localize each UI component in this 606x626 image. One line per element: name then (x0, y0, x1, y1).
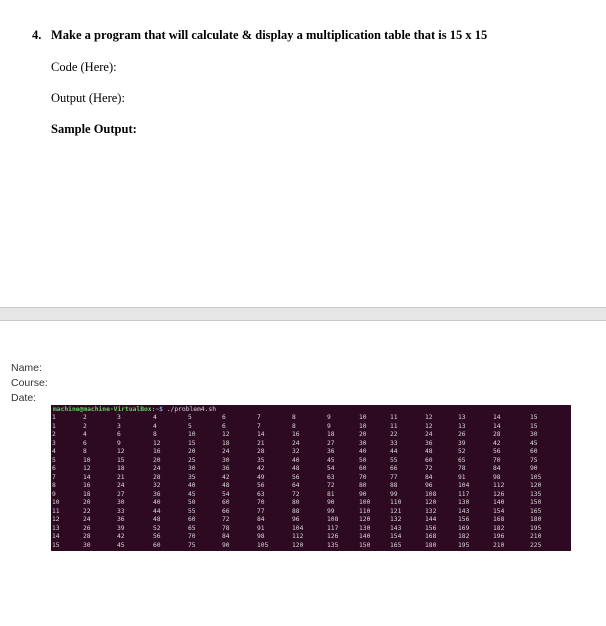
terminal-cell: 30 (188, 465, 196, 472)
terminal-cell: 60 (153, 541, 161, 549)
terminal-cell: 6 (222, 422, 226, 430)
terminal-cell: 72 (425, 465, 433, 472)
terminal-cell: 4 (83, 431, 87, 438)
course-label: Course: (11, 377, 48, 389)
terminal-cell: 48 (292, 465, 300, 472)
terminal-cell: 98 (257, 533, 265, 540)
question-title (32, 28, 487, 43)
terminal-cell: 8 (153, 431, 157, 438)
terminal-cell: 45 (530, 439, 538, 447)
terminal-cell: 36 (222, 465, 230, 472)
terminal-cell: 54 (222, 490, 230, 498)
terminal-cell: 165 (530, 507, 542, 515)
terminal-cell: 12 (425, 422, 433, 430)
terminal-cell: 14 (493, 414, 501, 421)
terminal-cell: 84 (425, 473, 433, 481)
terminal-cell: 15 (188, 439, 196, 447)
terminal-cell: 150 (359, 541, 371, 549)
terminal-cell: 10 (52, 499, 60, 506)
terminal-cell: 11 (390, 414, 398, 421)
terminal-cell: 182 (458, 533, 470, 540)
terminal-cell: 8 (52, 482, 56, 489)
terminal-cell: 90 (222, 541, 230, 549)
terminal-cell: 12 (117, 448, 125, 455)
terminal-cell: 10 (359, 422, 367, 430)
prompt-path: :~$ (151, 406, 163, 413)
terminal-cell: 98 (493, 473, 501, 481)
terminal-cell: 24 (292, 439, 300, 447)
terminal-cell: 225 (530, 541, 542, 549)
terminal-cell: 90 (359, 490, 367, 498)
page-break (0, 307, 606, 321)
terminal-cell: 40 (188, 482, 196, 489)
terminal-cell: 63 (327, 473, 335, 481)
terminal-cell: 20 (83, 499, 91, 506)
terminal-cell: 42 (257, 465, 265, 472)
terminal-prompt (53, 406, 216, 414)
terminal-cell: 28 (153, 473, 161, 481)
terminal-cell: 75 (188, 541, 196, 549)
terminal-cell: 18 (327, 431, 335, 438)
terminal-cell: 24 (153, 465, 161, 472)
terminal-cell: 15 (52, 541, 60, 549)
terminal-cell: 50 (188, 499, 196, 506)
terminal-cell: 14 (83, 473, 91, 481)
terminal-cell: 35 (257, 456, 265, 464)
terminal-cell: 15 (117, 456, 125, 464)
terminal-cell: 12 (52, 516, 60, 523)
terminal-cell: 180 (530, 516, 542, 523)
terminal-cell: 20 (359, 431, 367, 438)
terminal-cell: 42 (222, 473, 230, 481)
terminal-cell: 48 (425, 448, 433, 455)
terminal-cell: 117 (458, 490, 470, 498)
terminal-cell: 80 (292, 499, 300, 506)
terminal-cell: 39 (458, 439, 466, 447)
terminal-cell: 11 (390, 422, 398, 430)
terminal-cell: 96 (292, 516, 300, 523)
terminal-cell: 60 (222, 499, 230, 506)
terminal-cell: 99 (390, 490, 398, 498)
terminal-cell: 39 (117, 524, 125, 532)
terminal-cell: 32 (292, 448, 300, 455)
prompt-command: ./problem4.sh (162, 406, 217, 413)
terminal-screenshot (51, 405, 571, 551)
terminal-cell: 44 (390, 448, 398, 455)
terminal-cell: 132 (425, 507, 437, 515)
terminal-cell: 4 (52, 448, 56, 455)
terminal-cell: 60 (530, 448, 538, 455)
terminal-cell: 36 (425, 439, 433, 447)
terminal-cell: 70 (493, 456, 501, 464)
question-number: 4. (32, 28, 42, 42)
terminal-cell: 13 (52, 524, 60, 532)
terminal-cell: 156 (458, 516, 470, 523)
terminal-cell: 22 (390, 431, 398, 438)
terminal-cell: 180 (425, 541, 437, 549)
terminal-cell: 44 (153, 507, 161, 515)
terminal-cell: 120 (425, 499, 437, 506)
terminal-cell: 90 (530, 465, 538, 472)
terminal-cell: 24 (83, 516, 91, 523)
terminal-cell: 196 (493, 533, 505, 540)
question-text: Make a program that will calculate & display a multiplication table that is 15 x 15 (51, 28, 488, 42)
terminal-cell: 169 (458, 524, 470, 532)
terminal-cell: 14 (52, 533, 60, 540)
terminal-cell: 78 (458, 465, 466, 472)
terminal-cell: 91 (458, 473, 466, 481)
terminal-cell: 112 (493, 482, 505, 489)
terminal-cell: 77 (257, 507, 265, 515)
terminal-cell: 28 (83, 533, 91, 540)
terminal-cell: 78 (222, 524, 230, 532)
terminal-cell: 4 (153, 422, 157, 430)
terminal-cell: 104 (458, 482, 470, 489)
terminal-cell: 80 (359, 482, 367, 489)
terminal-cell: 105 (530, 473, 542, 481)
terminal-cell: 27 (327, 439, 335, 447)
terminal-cell: 36 (117, 516, 125, 523)
date-label: Date: (11, 392, 37, 404)
terminal-cell: 14 (257, 431, 265, 438)
terminal-cell: 140 (493, 499, 505, 506)
terminal-cell: 6 (222, 414, 226, 421)
terminal-cell: 9 (117, 439, 121, 447)
terminal-cell: 40 (292, 456, 300, 464)
terminal-cell: 6 (117, 431, 121, 438)
terminal-cell: 10 (188, 431, 196, 438)
terminal-cell: 130 (458, 499, 470, 506)
terminal-cell: 9 (52, 490, 56, 498)
terminal-cell: 70 (359, 473, 367, 481)
terminal-cell: 21 (257, 439, 265, 447)
terminal-cell: 70 (257, 499, 265, 506)
terminal-cell: 24 (222, 448, 230, 455)
terminal-cell: 8 (292, 414, 296, 421)
code-label: Code (Here): (51, 60, 117, 74)
terminal-cell: 50 (359, 456, 367, 464)
terminal-cell: 60 (425, 456, 433, 464)
terminal-cell: 56 (493, 448, 501, 455)
terminal-cell: 132 (390, 516, 402, 523)
terminal-cell: 195 (458, 541, 470, 549)
terminal-cell: 120 (530, 482, 542, 489)
terminal-cell: 15 (530, 422, 538, 430)
terminal-cell: 3 (52, 439, 56, 447)
terminal-cell: 10 (83, 456, 91, 464)
name-label: Name: (11, 362, 42, 374)
terminal-cell: 14 (493, 422, 501, 430)
terminal-cell: 72 (292, 490, 300, 498)
terminal-cell: 143 (458, 507, 470, 515)
terminal-cell: 28 (493, 431, 501, 438)
terminal-cell: 52 (153, 524, 161, 532)
terminal-cell: 35 (188, 473, 196, 481)
terminal-cell: 45 (327, 456, 335, 464)
terminal-cell: 24 (117, 482, 125, 489)
terminal-cell: 10 (359, 414, 367, 421)
sample-output-label: Sample Output: (51, 122, 137, 136)
terminal-cell: 16 (292, 431, 300, 438)
terminal-cell: 45 (188, 490, 196, 498)
terminal-cell: 24 (425, 431, 433, 438)
terminal-cell: 112 (292, 533, 304, 540)
terminal-cell: 84 (493, 465, 501, 472)
prompt-user: machine@machine-VirtualBox (53, 406, 152, 413)
terminal-cell: 72 (222, 516, 230, 523)
terminal-cell: 144 (425, 516, 437, 523)
terminal-cell: 110 (390, 499, 402, 506)
terminal-cell: 28 (257, 448, 265, 455)
terminal-cell: 105 (257, 541, 269, 549)
terminal-cell: 5 (188, 422, 192, 430)
terminal-cell: 36 (327, 448, 335, 455)
terminal-cell: 165 (390, 541, 402, 549)
terminal-cell: 88 (390, 482, 398, 489)
terminal-cell: 13 (458, 422, 466, 430)
terminal-cell: 20 (188, 448, 196, 455)
terminal-cell: 182 (493, 524, 505, 532)
terminal-cell: 54 (327, 465, 335, 472)
terminal-cell: 55 (188, 507, 196, 515)
terminal-cell: 9 (327, 414, 331, 421)
terminal-cell: 30 (359, 439, 367, 447)
terminal-cell: 5 (52, 456, 56, 464)
terminal-cell: 30 (530, 431, 538, 438)
terminal-cell: 12 (153, 439, 161, 447)
terminal-cell: 30 (222, 456, 230, 464)
terminal-cell: 22 (83, 507, 91, 515)
terminal-cell: 140 (359, 533, 371, 540)
terminal-cell: 60 (359, 465, 367, 472)
terminal-cell: 32 (153, 482, 161, 489)
terminal-cell: 72 (327, 482, 335, 489)
terminal-cell: 81 (327, 490, 335, 498)
terminal-cell: 126 (327, 533, 339, 540)
terminal-cell: 2 (83, 422, 87, 430)
terminal-cell: 168 (425, 533, 437, 540)
terminal-cell: 56 (292, 473, 300, 481)
terminal-cell: 77 (390, 473, 398, 481)
terminal-cell: 56 (153, 533, 161, 540)
terminal-cell: 12 (83, 465, 91, 472)
terminal-cell: 210 (493, 541, 505, 549)
terminal-cell: 16 (83, 482, 91, 489)
terminal-cell: 3 (117, 414, 121, 421)
terminal-cell: 49 (257, 473, 265, 481)
terminal-cell: 150 (530, 499, 542, 506)
terminal-cell: 18 (83, 490, 91, 498)
terminal-cell: 8 (83, 448, 87, 455)
terminal-cell: 108 (327, 516, 339, 523)
terminal-cell: 135 (327, 541, 339, 549)
terminal-cell: 75 (530, 456, 538, 464)
terminal-cell: 25 (188, 456, 196, 464)
terminal-cell: 26 (458, 431, 466, 438)
terminal-cell: 91 (257, 524, 265, 532)
terminal-cell: 121 (390, 507, 402, 515)
terminal-cell: 110 (359, 507, 371, 515)
terminal-cell: 15 (530, 414, 538, 421)
terminal-cell: 65 (188, 524, 196, 532)
terminal-cell: 42 (493, 439, 501, 447)
terminal-cell: 18 (117, 465, 125, 472)
terminal-cell: 66 (222, 507, 230, 515)
terminal-cell: 1 (52, 414, 56, 421)
terminal-cell: 64 (292, 482, 300, 489)
terminal-cell: 108 (425, 490, 437, 498)
terminal-cell: 60 (188, 516, 196, 523)
terminal-cell: 20 (153, 456, 161, 464)
terminal-cell: 2 (52, 431, 56, 438)
terminal-cell: 120 (292, 541, 304, 549)
terminal-cell: 9 (327, 422, 331, 430)
terminal-cell: 5 (188, 414, 192, 421)
terminal-cell: 168 (493, 516, 505, 523)
terminal-cell: 88 (292, 507, 300, 515)
terminal-cell: 66 (390, 465, 398, 472)
terminal-cell: 48 (153, 516, 161, 523)
terminal-cell: 90 (327, 499, 335, 506)
terminal-cell: 99 (327, 507, 335, 515)
terminal-cell: 1 (52, 422, 56, 430)
terminal-cell: 11 (52, 507, 60, 515)
terminal-cell: 63 (257, 490, 265, 498)
terminal-cell: 70 (188, 533, 196, 540)
terminal-cell: 120 (359, 516, 371, 523)
terminal-cell: 12 (222, 431, 230, 438)
terminal-cell: 117 (327, 524, 339, 532)
terminal-cell: 65 (458, 456, 466, 464)
terminal-cell: 6 (83, 439, 87, 447)
terminal-cell: 40 (153, 499, 161, 506)
terminal-cell: 56 (257, 482, 265, 489)
terminal-cell: 130 (359, 524, 371, 532)
terminal-cell: 84 (222, 533, 230, 540)
terminal-cell: 154 (493, 507, 505, 515)
terminal-cell: 36 (153, 490, 161, 498)
terminal-cell: 16 (153, 448, 161, 455)
terminal-cell: 104 (292, 524, 304, 532)
terminal-cell: 96 (425, 482, 433, 489)
terminal-cell: 84 (257, 516, 265, 523)
terminal-cell: 156 (425, 524, 437, 532)
terminal-cell: 55 (390, 456, 398, 464)
terminal-cell: 27 (117, 490, 125, 498)
terminal-cell: 33 (390, 439, 398, 447)
terminal-cell: 40 (359, 448, 367, 455)
terminal-cell: 2 (83, 414, 87, 421)
terminal-cell: 4 (153, 414, 157, 421)
terminal-cell: 3 (117, 422, 121, 430)
output-label: Output (Here): (51, 91, 125, 105)
terminal-cell: 7 (52, 473, 56, 481)
terminal-cell: 12 (425, 414, 433, 421)
terminal-cell: 143 (390, 524, 402, 532)
terminal-cell: 8 (292, 422, 296, 430)
terminal-cell: 7 (257, 422, 261, 430)
terminal-cell: 6 (52, 465, 56, 472)
terminal-cell: 30 (83, 541, 91, 549)
terminal-cell: 13 (458, 414, 466, 421)
terminal-cell: 126 (493, 490, 505, 498)
terminal-cell: 26 (83, 524, 91, 532)
terminal-cell: 100 (359, 499, 371, 506)
terminal-cell: 195 (530, 524, 542, 532)
terminal-cell: 42 (117, 533, 125, 540)
terminal-cell: 154 (390, 533, 402, 540)
terminal-cell: 18 (222, 439, 230, 447)
terminal-cell: 52 (458, 448, 466, 455)
terminal-cell: 210 (530, 533, 542, 540)
terminal-cell: 33 (117, 507, 125, 515)
terminal-cell: 21 (117, 473, 125, 481)
terminal-cell: 135 (530, 490, 542, 498)
terminal-cell: 7 (257, 414, 261, 421)
terminal-cell: 30 (117, 499, 125, 506)
terminal-cell: 45 (117, 541, 125, 549)
terminal-cell: 48 (222, 482, 230, 489)
